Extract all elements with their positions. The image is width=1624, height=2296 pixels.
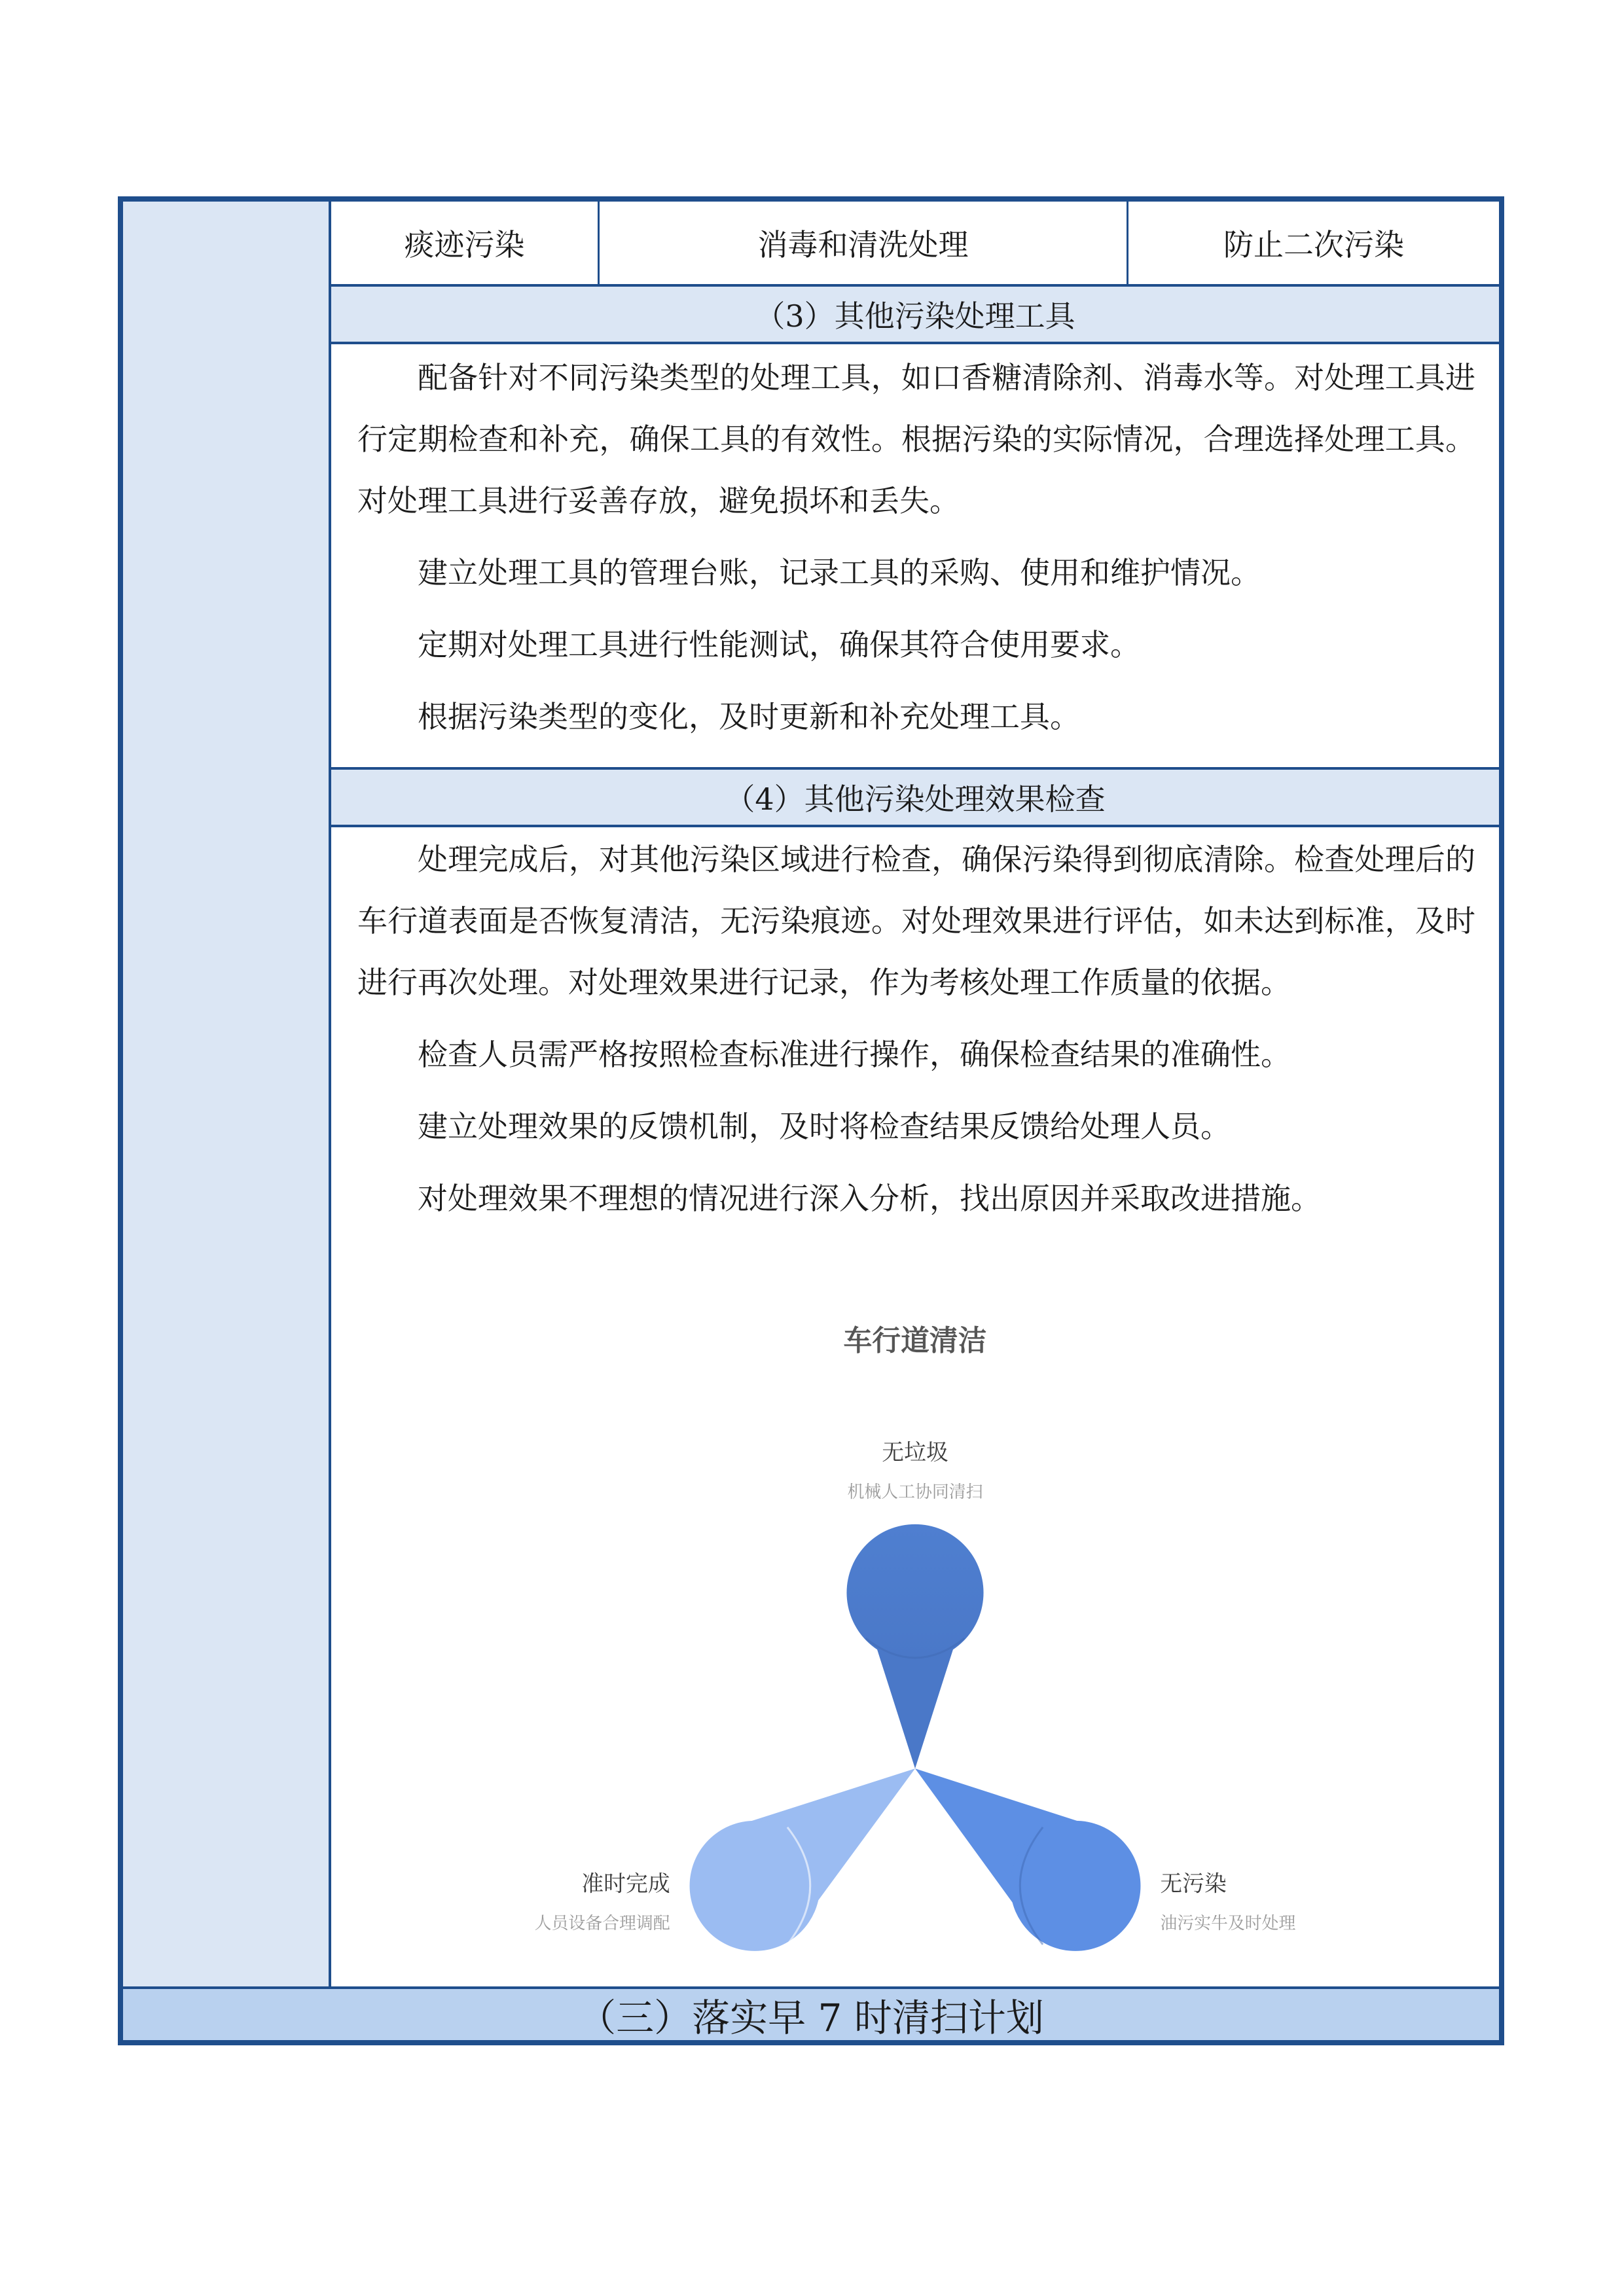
section-heading: （3）其他污染处理工具 [331, 287, 1499, 342]
table-cell-method: 消毒和清洗处理 [600, 202, 1128, 284]
diagram-title: 车行道清洁 [843, 1324, 987, 1358]
section-body [331, 829, 1499, 1300]
left-label-column [123, 202, 331, 1986]
table-row [331, 202, 1499, 284]
divider [331, 825, 1499, 827]
table-cell-goal: 防止二次污染 [1223, 227, 1404, 262]
paragraph: 处理完成后，对其他污染区域进行检查，确保污染得到彻底清除。检查处理后的车行道表面是否恢复清洁，无污染痕迹。对处理效果进行评估，如未达到标准，及时进行再次处理。对处理效果进行记录，作为考核处理工作质量的依据。 [357, 842, 1475, 1000]
paragraph: 建立处理工具的管理台账，记录工具的采购、使用和维护情况。 [418, 555, 1261, 590]
diagram-petal-right [915, 1768, 1140, 1951]
table-cell-pollution-type: 痰迹污染 [331, 202, 600, 284]
diagram-label-right: 无污染 [1160, 1871, 1227, 1897]
diagram-petal-top [846, 1524, 983, 1768]
diagram-sub-right: 油污实牛及时处理 [1160, 1914, 1296, 1934]
diagram-petal-left [690, 1768, 915, 1951]
diagram-sub-top: 机械人工协同清扫 [847, 1482, 983, 1503]
paragraph: 配备针对不同污染类型的处理工具，如口香糖清除剂、消毒水等。对处理工具进行定期检查和补充，确保工具的有效性。根据污染的实际情况，合理选择处理工具。对处理工具进行妥善存放，避免损坏和丢失。 [357, 360, 1475, 518]
diagram-svg [331, 1311, 1499, 1985]
paragraph: 对处理效果不理想的情况进行深入分析，找出原因并采取改进措施。 [418, 1181, 1321, 1216]
paragraph: 定期对处理工具进行性能测试，确保其符合使用要求。 [418, 627, 1140, 662]
paragraph: 检查人员需严格按照检查标准进行操作，确保检查结果的准确性。 [418, 1037, 1291, 1072]
section-heading: （4）其他污染处理效果检查 [331, 770, 1499, 825]
cleaning-goals-diagram [331, 1311, 1499, 1985]
paragraph: 建立处理效果的反馈机制，及时将检查结果反馈给处理人员。 [418, 1109, 1231, 1144]
diagram-label-top: 无垃圾 [882, 1439, 948, 1465]
diagram-label-left: 准时完成 [581, 1871, 670, 1897]
diagram-sub-left: 人员设备合理调配 [534, 1914, 670, 1934]
paragraph: 根据污染类型的变化，及时更新和补充处理工具。 [418, 699, 1080, 734]
content-column [331, 202, 1499, 1986]
divider [331, 342, 1499, 344]
document-table [118, 196, 1504, 2045]
section-title-bar: （三）落实早 7 时清扫计划 [123, 1986, 1499, 2040]
